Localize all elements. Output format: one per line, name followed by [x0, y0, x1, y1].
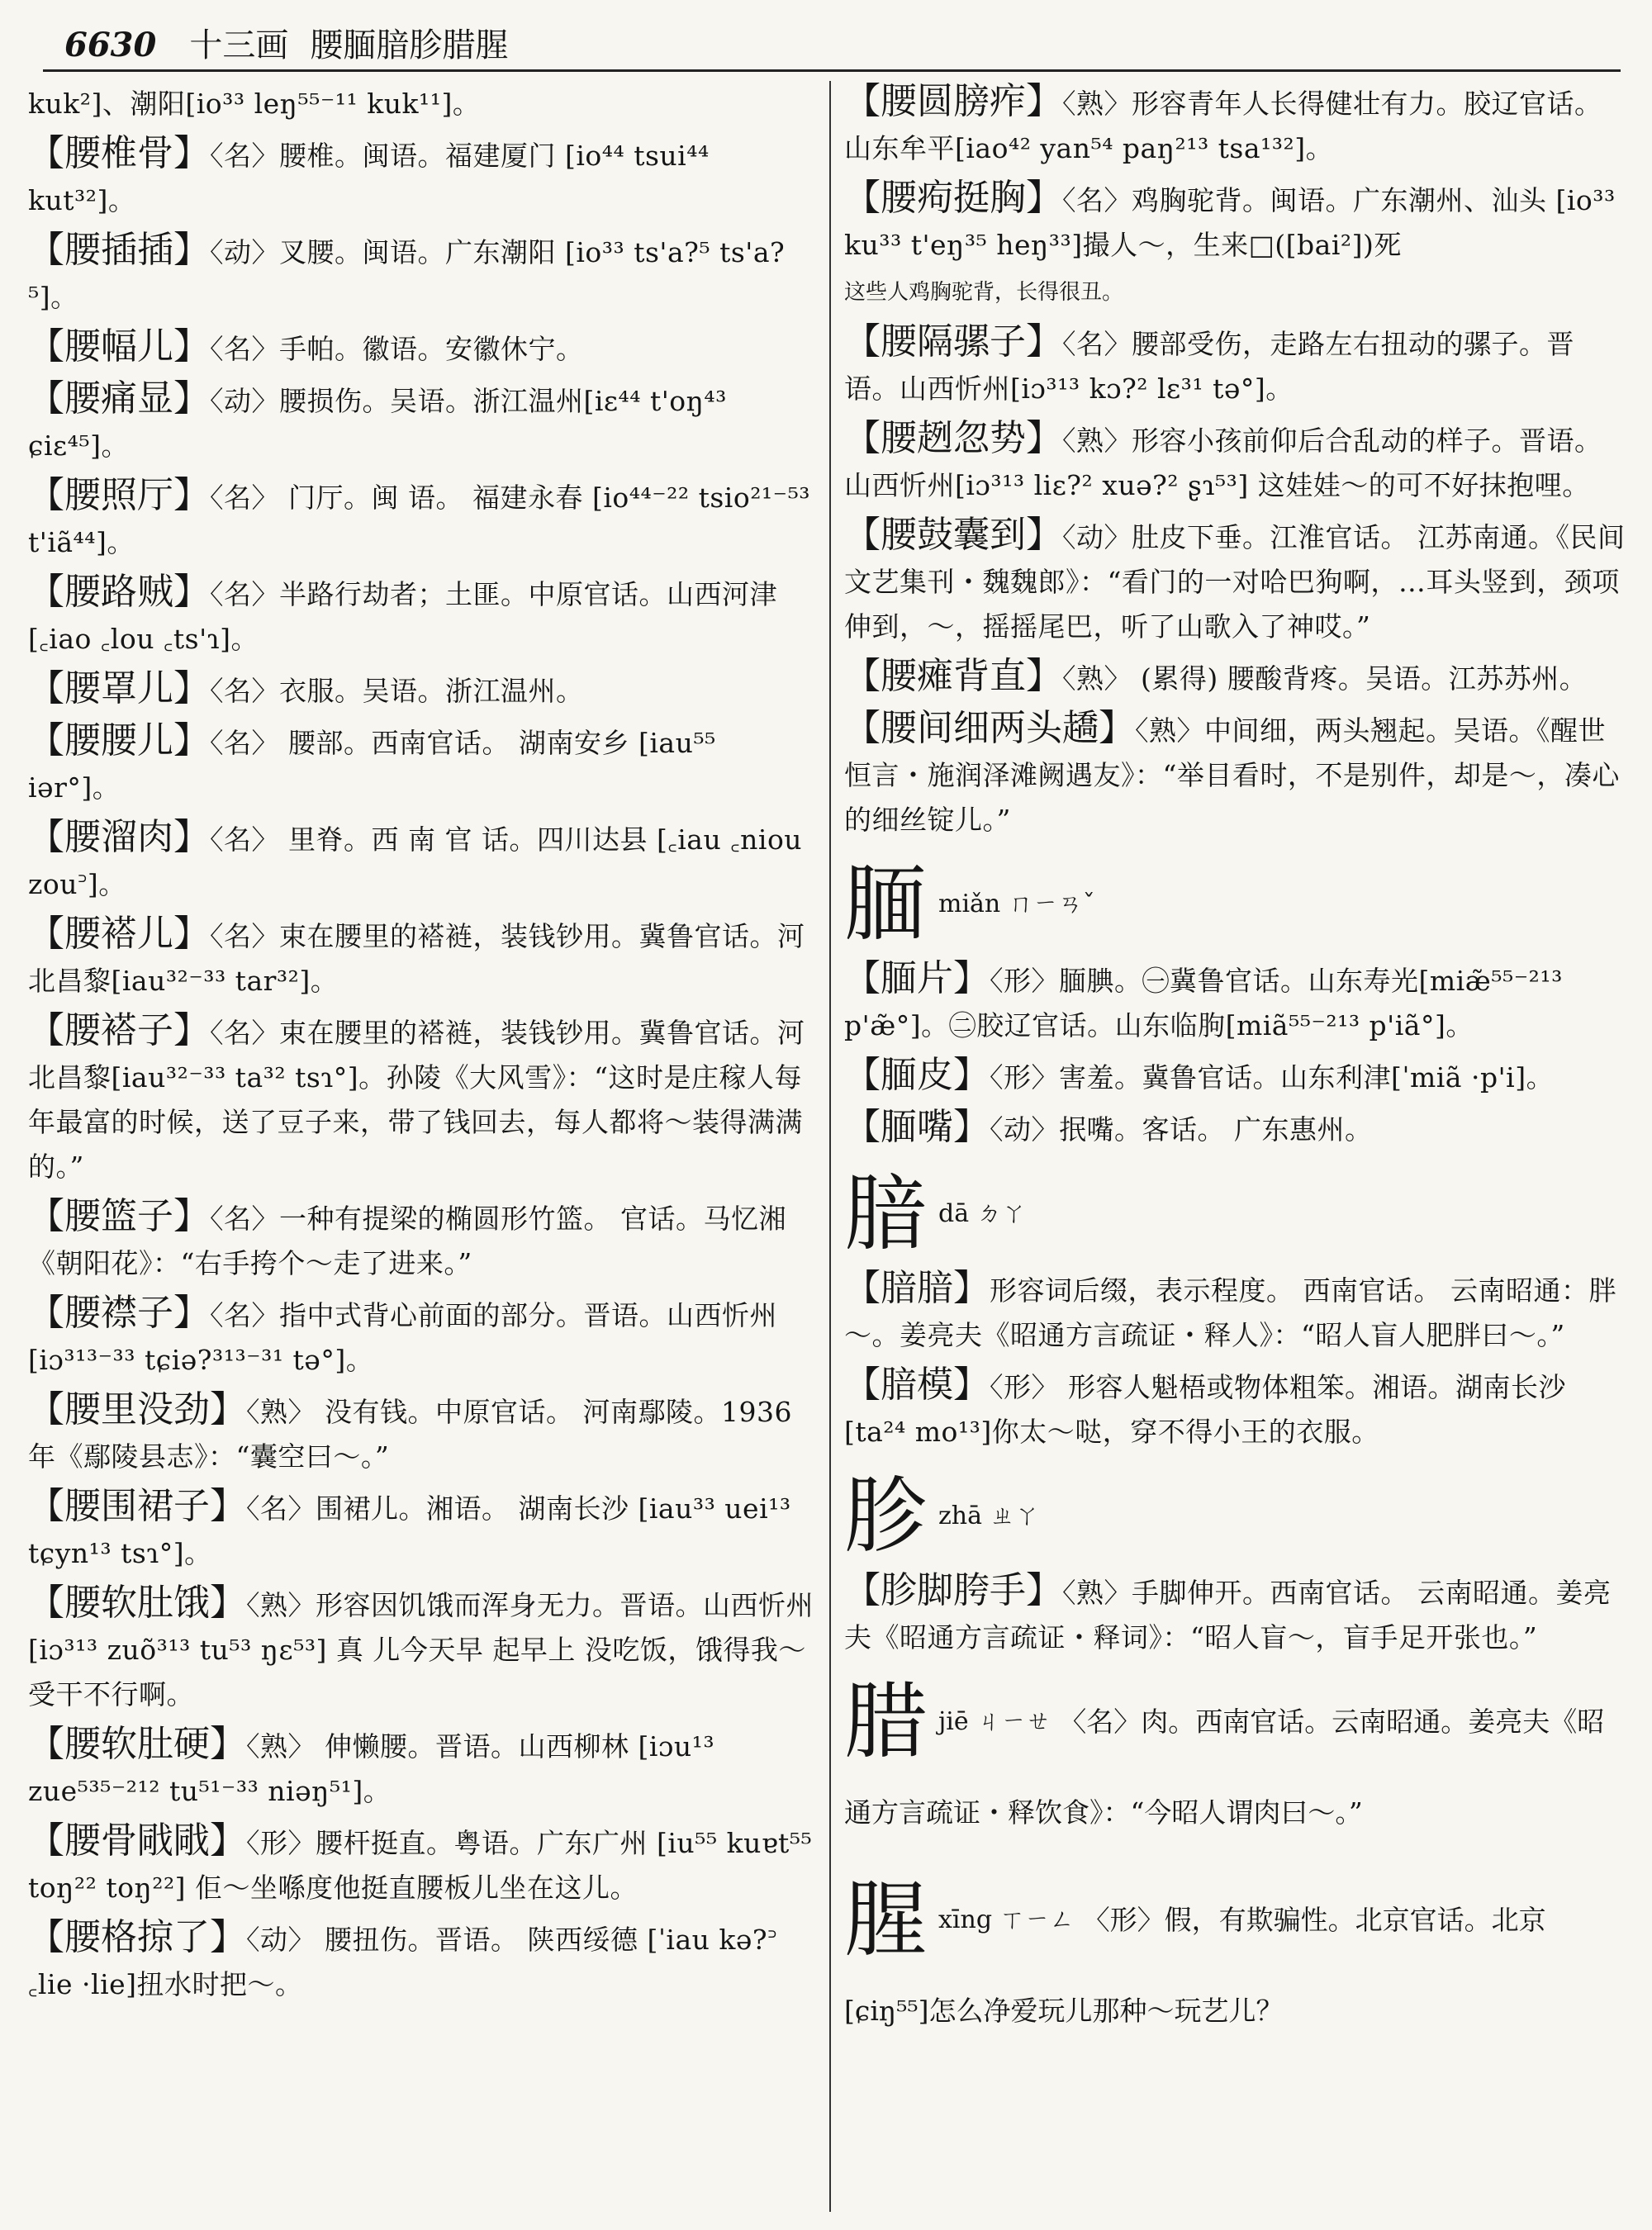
entry-headword: 【腰痀挺胸】	[844, 177, 1062, 219]
entry-headword: 【腰褡子】	[28, 1009, 210, 1051]
dictionary-entry	[28, 325, 814, 372]
entry-headword: 【腰篮子】	[28, 1195, 210, 1237]
entry-definition: 〈名〉腰部受伤，走路左右扭动的骡子。晋语。山西忻州[iɔ³¹³ kɔ?² lɛ³¹ tə°]。	[844, 328, 1574, 405]
dictionary-entry	[28, 1484, 814, 1576]
entry-definition: 〈名〉一种有提梁的椭圆形竹篮。 官话。马忆湘《朝阳花》：“右手挎个～走了进来。”	[28, 1203, 786, 1279]
entry-headword: 【腰围裙子】	[28, 1485, 246, 1527]
entry-headword: 【腰痛显】	[28, 377, 210, 420]
entry-headword: 【腰骨戙戙】	[28, 1820, 246, 1862]
dictionary-entry	[844, 1266, 1627, 1358]
entry-headword: 【腰鼓囊到】	[844, 514, 1062, 556]
entry-headword: 【腼嘴】	[844, 1106, 990, 1148]
entry-headword: 【腰插插】	[28, 229, 210, 271]
left-column	[28, 79, 814, 2012]
header-rule	[43, 69, 1621, 72]
head-definition: 〈名〉肉。西南官话。云南昭通。姜亮夫《昭通方言疏证・释饮食》：“今昭人谓肉曰～。”	[844, 1706, 1605, 1829]
dictionary-entry	[28, 719, 814, 810]
dictionary-entry	[28, 1388, 814, 1479]
dictionary-entry	[844, 320, 1627, 411]
entry-headword: 【腰瘫背直】	[844, 655, 1062, 697]
entry-headword: 【腤腤】	[844, 1267, 990, 1309]
entry-definition: 〈名〉半路行劫者；土匪。中原官话。山西河津[꜀iao ꜀lou ꜀ts'ɿ]。	[28, 578, 777, 655]
entry-definition: 〈熟〉 (累得) 腰酸背疼。吴语。江苏苏州。	[1062, 662, 1588, 695]
dictionary-entry	[28, 815, 814, 907]
dictionary-entry	[28, 131, 814, 223]
entry-headword: 【腰路贼】	[28, 571, 210, 613]
entry-definition: 〈形〉害羞。冀鲁官话。山东利津[ˈmiã ·p'i]。	[990, 1061, 1555, 1094]
dictionary-entry	[28, 1722, 814, 1814]
entry-definition: 〈动〉肚皮下垂。江淮官话。 江苏南通。《民间文艺集刊・魏魏郎》：“看门的一对哈巴狗啊，…耳头竖到，颈项伸到，～，摇摇尾巴，听了山歌入了神哎。”	[844, 521, 1626, 643]
entry-definition: 〈熟〉 没有钱。中原官话。 河南鄢陵。1936年《鄢陵县志》：“囊空曰～。”	[28, 1396, 792, 1473]
dictionary-entry	[844, 1568, 1627, 1660]
dictionary-entry	[28, 570, 814, 662]
head-character: 腼	[844, 856, 927, 952]
head-pinyin: zhā ㄓㄚ	[938, 1502, 1040, 1530]
entry-definition: 〈熟〉形容因饥饿而浑身无力。晋语。山西忻州[iɔ³¹³ zuõ³¹³ tu⁵³ ŋɛ⁵³] 真 儿今天早 起早上 没吃饭，饿得我～受干不行啊。	[28, 1589, 814, 1710]
dictionary-entry	[844, 706, 1627, 842]
entry-definition: 〈名〉 腰部。西南官话。 湖南安乡 [iau⁵⁵ iər°]。	[28, 727, 716, 804]
dictionary-entry	[28, 377, 814, 468]
entry-definition: 〈形〉腼腆。㊀冀鲁官话。山东寿光[miæ̃⁵⁵⁻²¹³ p'æ̃°]。㊁胶辽官话。山东临朐[miã⁵⁵⁻²¹³ p'iã°]。	[844, 965, 1563, 1041]
entry-headword: 【腰软肚硬】	[28, 1723, 246, 1765]
dictionary-entry	[28, 1008, 814, 1189]
dictionary-entry	[844, 79, 1627, 171]
entry-headword: 【腤模】	[844, 1364, 990, 1406]
dictionary-entry	[28, 1915, 814, 2007]
entry-definition: 〈名〉指中式背心前面的部分。晋语。山西忻州[iɔ³¹³⁻³³ tɕiə?³¹³⁻³¹ tə°]。	[28, 1299, 777, 1376]
entry-headword: 【腰里没劲】	[28, 1388, 246, 1431]
entry-headword: 【腰罩儿】	[28, 667, 210, 709]
entry-definition: 〈动〉抿嘴。客话。 广东惠州。	[990, 1113, 1373, 1146]
entry-definition: 〈形〉 形容人魁梧或物体粗笨。湘语。湖南长沙[ta²⁴ mo¹³]你太～哒，穿不得小王的衣服。	[844, 1371, 1566, 1448]
dictionary-entry	[844, 1363, 1627, 1454]
entry-definition: 〈熟〉 伸懒腰。晋语。山西柳林 [iɔu¹³ zue⁵³⁵⁻²¹² tu⁵¹⁻³³ niəŋ⁵¹]。	[28, 1730, 715, 1807]
entry-headword: 【腰圆膀痄】	[844, 80, 1062, 122]
dictionary-entry	[28, 79, 814, 126]
head-pinyin: jiē ㄐㄧㄝ	[938, 1707, 1051, 1736]
entry-definition: kuk²]、潮阳[io³³ leŋ⁵⁵⁻¹¹ kuk¹¹]。	[28, 88, 481, 120]
entry-definition: 〈熟〉形容小孩前仰后合乱动的样子。晋语。山西忻州[iɔ³¹³ liɛ?² xuə?² ʂɿ⁵³] 这娃娃～的可不好抹抱哩。	[844, 425, 1602, 501]
dictionary-entry	[28, 1194, 814, 1286]
entry-headword: 【腰格掠了】	[28, 1916, 246, 1958]
character-heading	[844, 1469, 1627, 1562]
head-definition: 〈形〉假，有欺骗性。北京官话。北京 [ɕiŋ⁵⁵]怎么净爱玩儿那种～玩艺儿？	[844, 1904, 1546, 2027]
entry-headword: 【腰褡儿】	[28, 913, 210, 955]
entry-headword: 【腰软肚饿】	[28, 1582, 246, 1624]
entry-headword: 【腼片】	[844, 957, 990, 999]
entry-definition: 〈动〉 腰扭伤。晋语。 陕西绥德 [ˈiau kə?꜄ ꜀lie ·lie]扭水时把～。	[28, 1924, 778, 2000]
entry-definition: 〈动〉腰损伤。吴语。浙江温州[iɛ⁴⁴ t'oŋ⁴³ ɕiɛ⁴⁵]。	[28, 385, 727, 462]
dictionary-entry	[844, 416, 1627, 508]
entry-gloss: 这些人鸡胸驼背，长得很丑。	[844, 280, 1124, 305]
entry-headword: 【胗脚胯手】	[844, 1569, 1062, 1611]
column-divider	[829, 81, 831, 2212]
head-character: 胗	[844, 1468, 927, 1564]
entry-definition: 〈名〉围裙儿。湘语。 湖南长沙 [iau³³ uei¹³ tɕyn¹³ tsɿ°]。	[28, 1492, 791, 1569]
head-pinyin: xīng ㄒㄧㄥ	[938, 1905, 1075, 1934]
dictionary-entry	[844, 513, 1627, 649]
entry-definition: 〈名〉腰椎。闽语。福建厦门 [io⁴⁴ tsui⁴⁴ kut³²]。	[28, 140, 710, 216]
dictionary-entry	[28, 667, 814, 714]
entry-definition: 〈熟〉中间细，两头翘起。吴语。《醒世恒言・施润泽滩阙遇友》：“举目看时，不是别件，却是～，凑心的细丝锭儿。”	[844, 714, 1620, 836]
entry-definition: 〈名〉束在腰里的褡裢，装钱钞用。冀鲁官话。河北昌黎[iau³²⁻³³ tar³²]。	[28, 920, 805, 997]
entry-headword: 【腰间细两头趫】	[844, 707, 1135, 749]
dictionary-entry	[28, 1291, 814, 1383]
page-header	[64, 21, 1617, 69]
character-heading	[844, 1873, 1627, 2057]
entry-headword: 【腰腰儿】	[28, 719, 210, 762]
header-chars: 腰腼腤胗腊腥	[310, 26, 509, 64]
dictionary-entry	[28, 912, 814, 1004]
entry-definition: 〈名〉鸡胸驼背。闽语。广东潮州、汕头 [io³³ ku³³ t'eŋ³⁵ heŋ³³]撮人～，生来□([bai²])死	[844, 184, 1616, 261]
head-pinyin: dā ㄉㄚ	[938, 1199, 1027, 1228]
dictionary-entry	[28, 473, 814, 565]
entry-headword: 【腰隔骡子】	[844, 320, 1062, 363]
section-label: 十三画	[189, 26, 289, 64]
entry-headword: 【腰襟子】	[28, 1292, 210, 1334]
entry-definition: 〈动〉叉腰。闽语。广东潮阳 [io³³ ts'a?⁵ ts'a?⁵]。	[28, 236, 786, 313]
dictionary-entry	[28, 228, 814, 320]
dictionary-entry	[844, 1105, 1627, 1152]
dictionary-entry	[844, 1053, 1627, 1100]
head-character: 腊	[844, 1673, 927, 1770]
entry-definition: 〈熟〉手脚伸开。西南官话。 云南昭通。姜亮夫《昭通方言疏证・释词》：“昭人盲～，盲手足开张也。”	[844, 1577, 1612, 1654]
entry-definition: 形容词后缀，表示程度。 西南官话。 云南昭通：胖～。姜亮夫《昭通方言疏证・释人》：“昭人盲人肥胖曰～。”	[844, 1274, 1616, 1351]
right-column	[844, 79, 1627, 2063]
entry-headword: 【腰照厅】	[28, 474, 210, 516]
character-heading	[844, 857, 1627, 950]
head-pinyin: miǎn ㄇㄧㄢˇ	[938, 890, 1095, 918]
entry-definition: 〈名〉 里脊。西 南 官 话。四川达县 [꜀iau ꜀niou zou꜄]。	[28, 823, 803, 900]
dictionary-entry	[844, 654, 1627, 701]
entry-headword: 【腰椎骨】	[28, 132, 210, 174]
entry-definition: 〈形〉腰杆挺直。粤语。广东广州 [iu⁵⁵ kuɐt⁵⁵ toŋ²² toŋ²²] 佢～坐喺度他挺直腰板儿坐在这儿。	[28, 1827, 813, 1904]
dictionary-entry	[844, 176, 1627, 315]
head-character: 腥	[844, 1872, 927, 1968]
entry-headword: 【腰溜肉】	[28, 816, 210, 858]
entry-definition: 〈名〉束在腰里的褡裢，装钱钞用。冀鲁官话。河北昌黎[iau³²⁻³³ ta³² tsɿ°]。孙陵《大风雪》：“这时是庄稼人每年最富的时候，送了豆子来，带了钱回去，每人都将～装得满满的。”	[28, 1017, 805, 1183]
dictionary-entry	[28, 1819, 814, 1910]
entry-headword: 【腰趔忽势】	[844, 417, 1062, 459]
page-number: 6630	[64, 26, 157, 64]
dictionary-entry	[28, 1581, 814, 1717]
character-heading	[844, 1675, 1627, 1858]
entry-headword: 【腼皮】	[844, 1054, 990, 1096]
character-heading	[844, 1167, 1627, 1260]
entry-definition: 〈名〉衣服。吴语。浙江温州。	[210, 675, 584, 707]
head-character: 腤	[844, 1165, 927, 1262]
entry-definition: 〈名〉 门厅。闽 语。 福建永春 [io⁴⁴⁻²² tsio²¹⁻⁵³ t'iã⁴⁴]。	[28, 482, 811, 558]
dictionary-entry	[844, 956, 1627, 1048]
entry-definition: 〈名〉手帕。徽语。安徽休宁。	[210, 333, 584, 365]
entry-headword: 【腰幅儿】	[28, 325, 210, 368]
entry-definition: 〈熟〉形容青年人长得健壮有力。胶辽官话。山东牟平[iao⁴² yan⁵⁴ paŋ²¹³ tsa¹³²]。	[844, 88, 1602, 164]
